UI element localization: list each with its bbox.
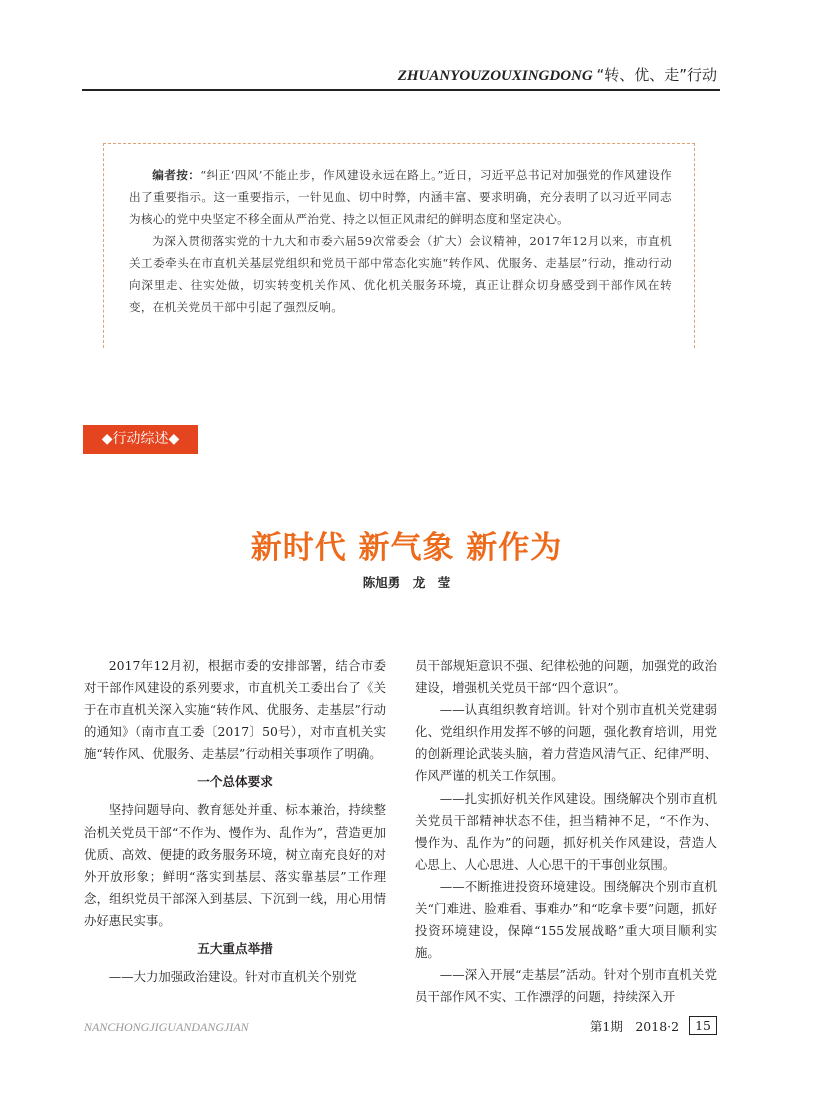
body-column-left — [84, 655, 386, 988]
section-heading: 一个总体要求 — [197, 774, 273, 790]
editor-note-box — [103, 143, 695, 348]
body-paragraph: ——认真组织教育培训。针对个别市直机关党建弱化、党组织作用发挥不够的问题，强化教育培训，用党的创新理论武装头脑，着力营造风清气正、纪律严明、作风严谨的机关工作氛围。 — [415, 702, 717, 784]
body-paragraph: ——不断推进投资环境建设。围绕解决个别市直机关“门难进、脸难看、事难办”和“吃拿卡要”问题，抓好投资环境建设，保障“155发展战略”重大项目顺利实施。 — [415, 878, 717, 961]
editor-note-label: 编者按： — [152, 168, 201, 182]
editor-note-paragraph-2: 为深入贯彻落实党的十九大和市委六届59次常委会（扩大）会议精神，2017年12月以来，市直机关工委牵头在市直机关基层党组织和党员干部中常态化实施“转作风、优服务、走基层”行动，推动行动向深里走、往实处做，切实转变机关作风、优化机关服务环境，真正让群众切身感受到干部作风在转变，在机关党员干部中引起了强烈反响。 — [129, 234, 672, 314]
running-header — [398, 64, 717, 85]
body-paragraph: 2017年12月初，根据市委的安排部署，结合市委对干部作风建设的系列要求，市直机关工委出台了《关于在市直机关深入实施“转作风、优服务、走基层”行动的通知》（南市直工委〔2017〕50号），对市直机关实施“转作风、优服务、走基层”行动相关事项作了明确。 — [84, 658, 386, 762]
section-tag: ◆行动综述◆ — [83, 425, 198, 454]
article-authors: 陈旭勇 龙 莹 — [362, 575, 451, 590]
header-pinyin: ZHUANYOUZOUXINGDONG — [397, 68, 593, 84]
body-paragraph: ——深入开展“走基层”活动。针对个别市直机关党员干部作风不实、工作漂浮的问题，持续深入开 — [415, 967, 717, 1005]
section-heading: 五大重点举措 — [197, 941, 273, 957]
page-number: 15 — [689, 1016, 717, 1035]
body-column-right — [415, 655, 717, 1009]
editor-note-paragraph-1 — [129, 164, 672, 230]
editor-note-text-1: “纠正‘四风’不能止步，作风建设永远在路上。”近日，习近平总书记对加强党的作风建设作出了重要指示。这一重要指示，一针见血、切中时弊，内涵丰富、要求明确，充分表明了以习近平同志为核心的党中央坚定不移全面从严治党、持之以恒正风肃纪的鲜明态度和坚定决心。 — [129, 168, 672, 226]
body-paragraph: 员干部规矩意识不强、纪律松弛的问题，加强党的政治建设，增强机关党员干部“四个意识”。 — [415, 658, 717, 696]
footer-issue-info — [590, 1016, 717, 1035]
body-paragraph: ——大力加强政治建设。针对市直机关个别党 — [108, 969, 357, 985]
footer-issue: 第1期 2018·2 — [589, 1018, 680, 1034]
header-rule — [82, 89, 720, 91]
body-paragraph: 坚持问题导向、教育惩处并重、标本兼治，持续整治机关党员干部“不作为、慢作为、乱作为”，营造更加优质、高效、便捷的政务服务环境，树立南充良好的对外开放形象；鲜明“落实到基层、落实靠基层”工作理念，组织党员干部深入到基层、下沉到一线，用心用情办好惠民实事。 — [84, 802, 386, 928]
article-title: 新时代 新气象 新作为 — [250, 530, 563, 566]
body-paragraph: ——扎实抓好机关作风建设。围绕解决个别市直机关党员干部精神状态不佳，担当精神不足，“不作为、慢作为、乱作为”的问题，抓好机关作风建设，营造人心思上、人心思进、人心思干的干事创业氛围。 — [415, 790, 717, 872]
footer-journal-name: NANCHONGJIGUANDANGJIAN — [84, 1020, 249, 1034]
header-chinese: “转、优、走”行动 — [596, 66, 717, 84]
